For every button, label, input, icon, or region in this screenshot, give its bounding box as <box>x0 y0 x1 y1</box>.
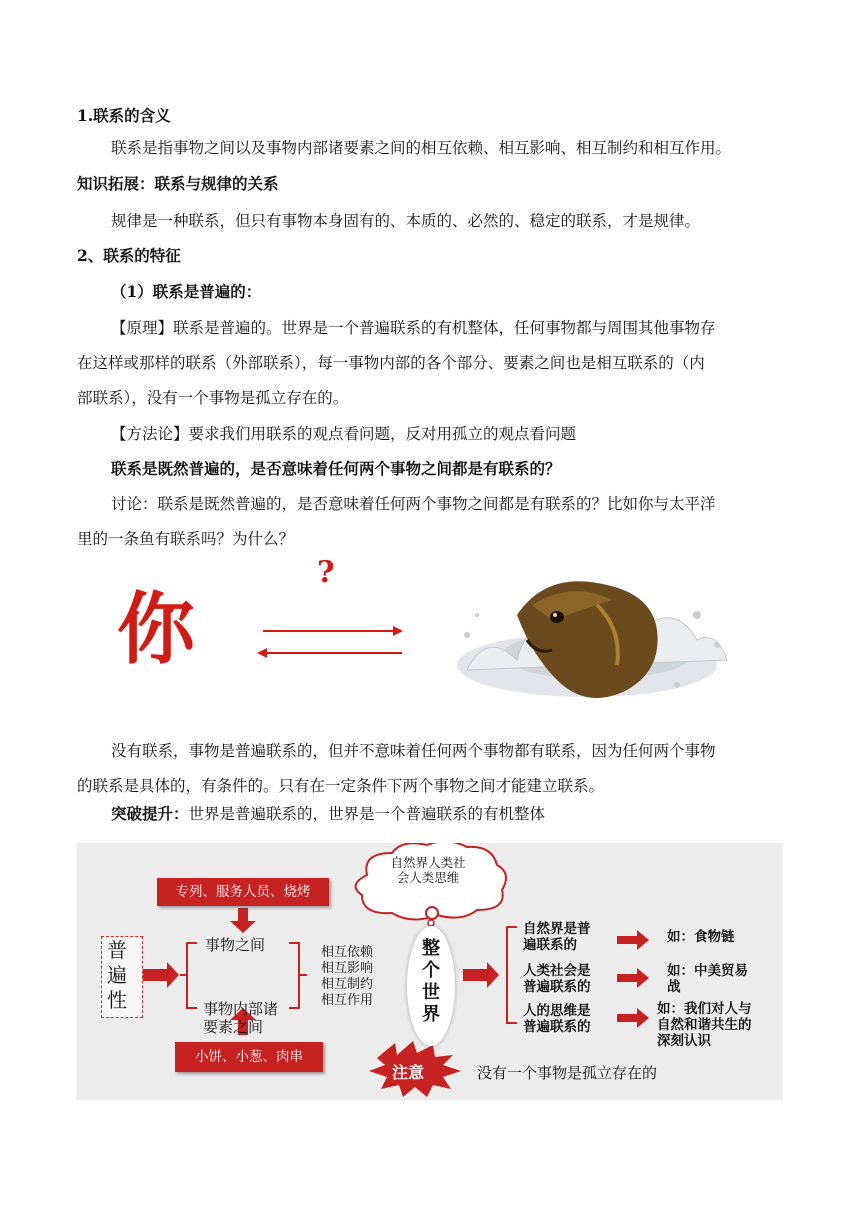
mutual-relations-list: 相互依赖 相互影响 相互制约 相互作用 <box>321 945 374 1008</box>
answer-line-1: 没有联系，事物是普遍联系的，但并不意味着任何两个事物都有联系，因为任何两个事物 <box>111 742 716 760</box>
extension-title: 知识拓展：联系与规律的关系 <box>77 174 279 193</box>
concept-map-figure <box>77 843 783 1100</box>
down-arrow <box>230 908 256 933</box>
breakthrough-text: 世界是普遍联系的，世界是一个普遍联系的有机整体 <box>188 805 546 823</box>
whole-world-label: 整 个 世 界 <box>422 938 440 1025</box>
note-text: 没有一个事物是孤立存在的 <box>477 1064 658 1082</box>
methodology-text: 【方法论】要求我们用联系的观点看问题，反对用孤立的观点看问题 <box>111 425 577 443</box>
right-arrow-universality <box>143 962 179 988</box>
between-things-label: 事物之间 <box>205 936 266 954</box>
arrows-and-fish-graphic <box>77 555 787 715</box>
left-arrow-head <box>257 648 267 658</box>
breakthrough-line <box>111 804 821 824</box>
discussion-line-2: 里的一条鱼有联系吗？为什么？ <box>77 530 295 548</box>
right-arrow-world <box>463 962 499 988</box>
row-thinking: 人的思维是 普遍联系的 <box>523 1003 591 1035</box>
top-example-box: 专列、服务人员、烧烤 <box>157 878 329 906</box>
question-text: 联系是既然普遍的，是否意味着任何两个事物之间都是有联系的？ <box>111 459 561 478</box>
row-nature-example: 如：食物链 <box>667 929 735 945</box>
you-character: 你 <box>117 584 196 675</box>
note-badge-label: 注意 <box>392 1063 425 1082</box>
you-fish-figure <box>77 555 787 715</box>
answer-line-2: 的联系是具体的，有条件的。只有在一定条件下两个事物之间才能建立联系。 <box>77 777 605 795</box>
section-heading-features: 2、联系的特征 <box>77 246 181 265</box>
section-heading-meaning: 1.联系的含义 <box>77 106 171 125</box>
inner-elements-label: 事物内部诸 要素之间 <box>203 1000 279 1036</box>
row-society: 人类社会是 普遍联系的 <box>523 963 591 995</box>
breakthrough-label: 突破提升： <box>111 804 189 823</box>
row-nature: 自然界是普 遍联系的 <box>523 921 591 953</box>
universality-label: 普 遍 性 <box>107 938 127 1012</box>
row-society-example: 如：中美贸易 战 <box>667 963 748 995</box>
extension-text: 规律是一种联系，但只有事物本身固有的、本质的、必然的、稳定的联系，才是规律。 <box>111 212 701 230</box>
discussion-line-1: 讨论：联系是既然普遍的，是否意味着任何两个事物之间都是有联系的？比如你与太平洋 <box>111 495 716 513</box>
bottom-example-box: 小饼、小葱、肉串 <box>175 1042 323 1072</box>
right-arrow-head <box>393 626 403 636</box>
principle-line-1: 【原理】联系是普遍的。世界是一个普遍联系的有机整体，任何事物都与周围其他事物存 <box>111 319 716 337</box>
subheading-universal: （1）联系是普遍的： <box>111 282 262 301</box>
principle-line-2: 在这样或那样的联系（外部联系），每一事物内部的各个部分、要素之间也是相互联系的（内 <box>77 354 705 372</box>
definition-text: 联系是指事物之间以及事物内部诸要素之间的相互依赖、相互影响、相互制约和相互作用。 <box>111 139 732 157</box>
principle-line-3: 部联系），没有一个事物是孤立存在的。 <box>77 389 349 407</box>
row-thinking-example: 如：我们对人与 自然和谐共生的 深刻认识 <box>657 1001 752 1049</box>
cloud-text: 自然界人类社 会人类思维 <box>390 855 466 885</box>
question-mark: ? <box>317 555 335 590</box>
